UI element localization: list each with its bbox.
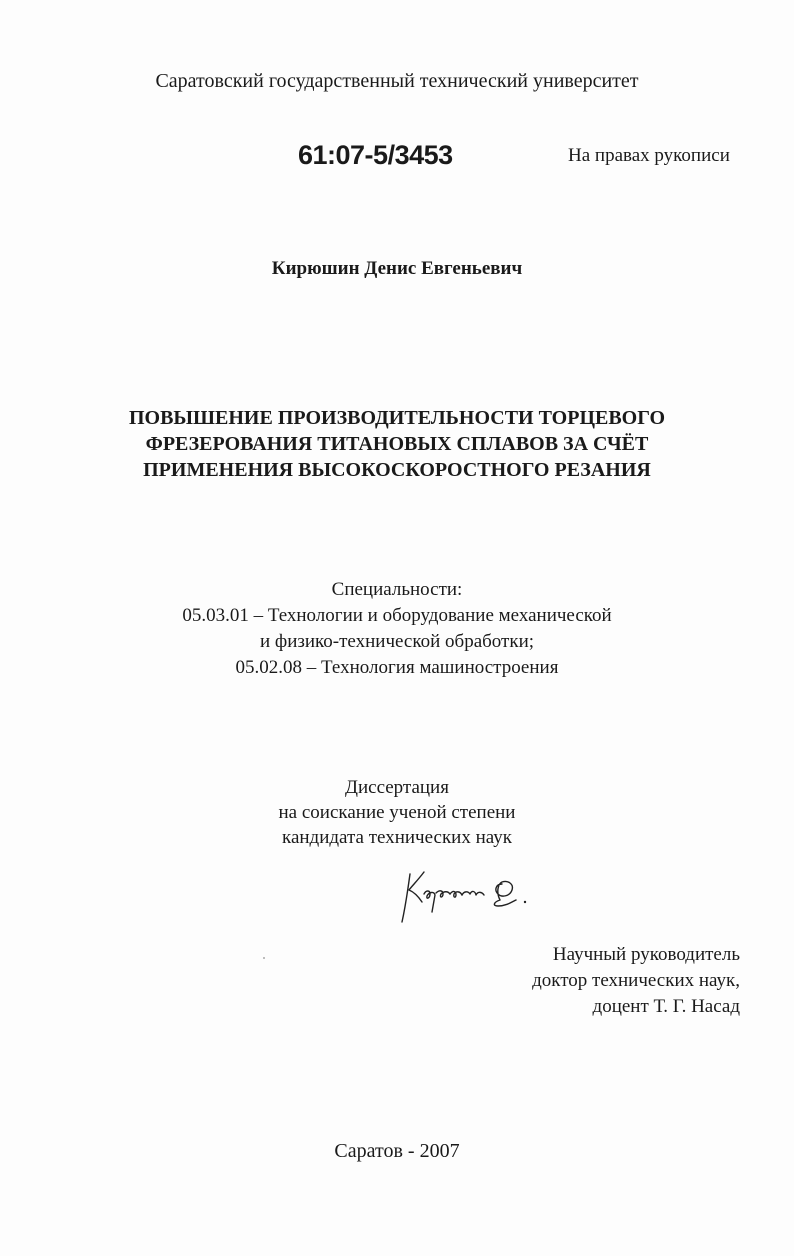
title-line: ПОВЫШЕНИЕ ПРОИЗВОДИТЕЛЬНОСТИ ТОРЦЕВОГО bbox=[128, 407, 666, 429]
specialties-heading: Специальности: bbox=[331, 579, 463, 600]
scan-speck bbox=[263, 957, 265, 959]
title-line: ФРЕЗЕРОВАНИЯ ТИТАНОВЫХ СПЛАВОВ ЗА СЧЁТ bbox=[145, 433, 649, 455]
supervisor-line: доктор технических наук, bbox=[532, 970, 740, 991]
specialty-line: 05.02.08 – Технология машиностроения bbox=[235, 657, 559, 678]
supervisor-line: Научный руководитель bbox=[552, 944, 740, 965]
supervisor-block bbox=[532, 942, 740, 1020]
university-name: Саратовский государственный технический университет bbox=[155, 70, 639, 92]
title-line: ПРИМЕНЕНИЯ ВЫСОКОСКОРОСТНОГО РЕЗАНИЯ bbox=[143, 459, 651, 481]
specialty-line: 05.03.01 – Технологии и оборудование механической bbox=[182, 605, 612, 626]
city-year: Саратов - 2007 bbox=[334, 1140, 460, 1162]
degree-line: на соискание ученой степени bbox=[278, 802, 516, 823]
manuscript-note: На правах рукописи bbox=[568, 145, 730, 166]
author-name: Кирюшин Денис Евгеньевич bbox=[271, 258, 523, 279]
specialties-block bbox=[0, 577, 794, 681]
degree-line: Диссертация bbox=[345, 777, 449, 798]
degree-line: кандидата технических наук bbox=[282, 827, 512, 848]
specialty-line: и физико-технической обработки; bbox=[259, 631, 535, 652]
dissertation-title bbox=[0, 405, 794, 483]
supervisor-line: доцент Т. Г. Насад bbox=[592, 996, 740, 1017]
handwritten-signature bbox=[398, 860, 538, 930]
catalog-number: 61:07-5/3453 bbox=[298, 140, 453, 170]
dissertation-degree-block bbox=[0, 775, 794, 850]
